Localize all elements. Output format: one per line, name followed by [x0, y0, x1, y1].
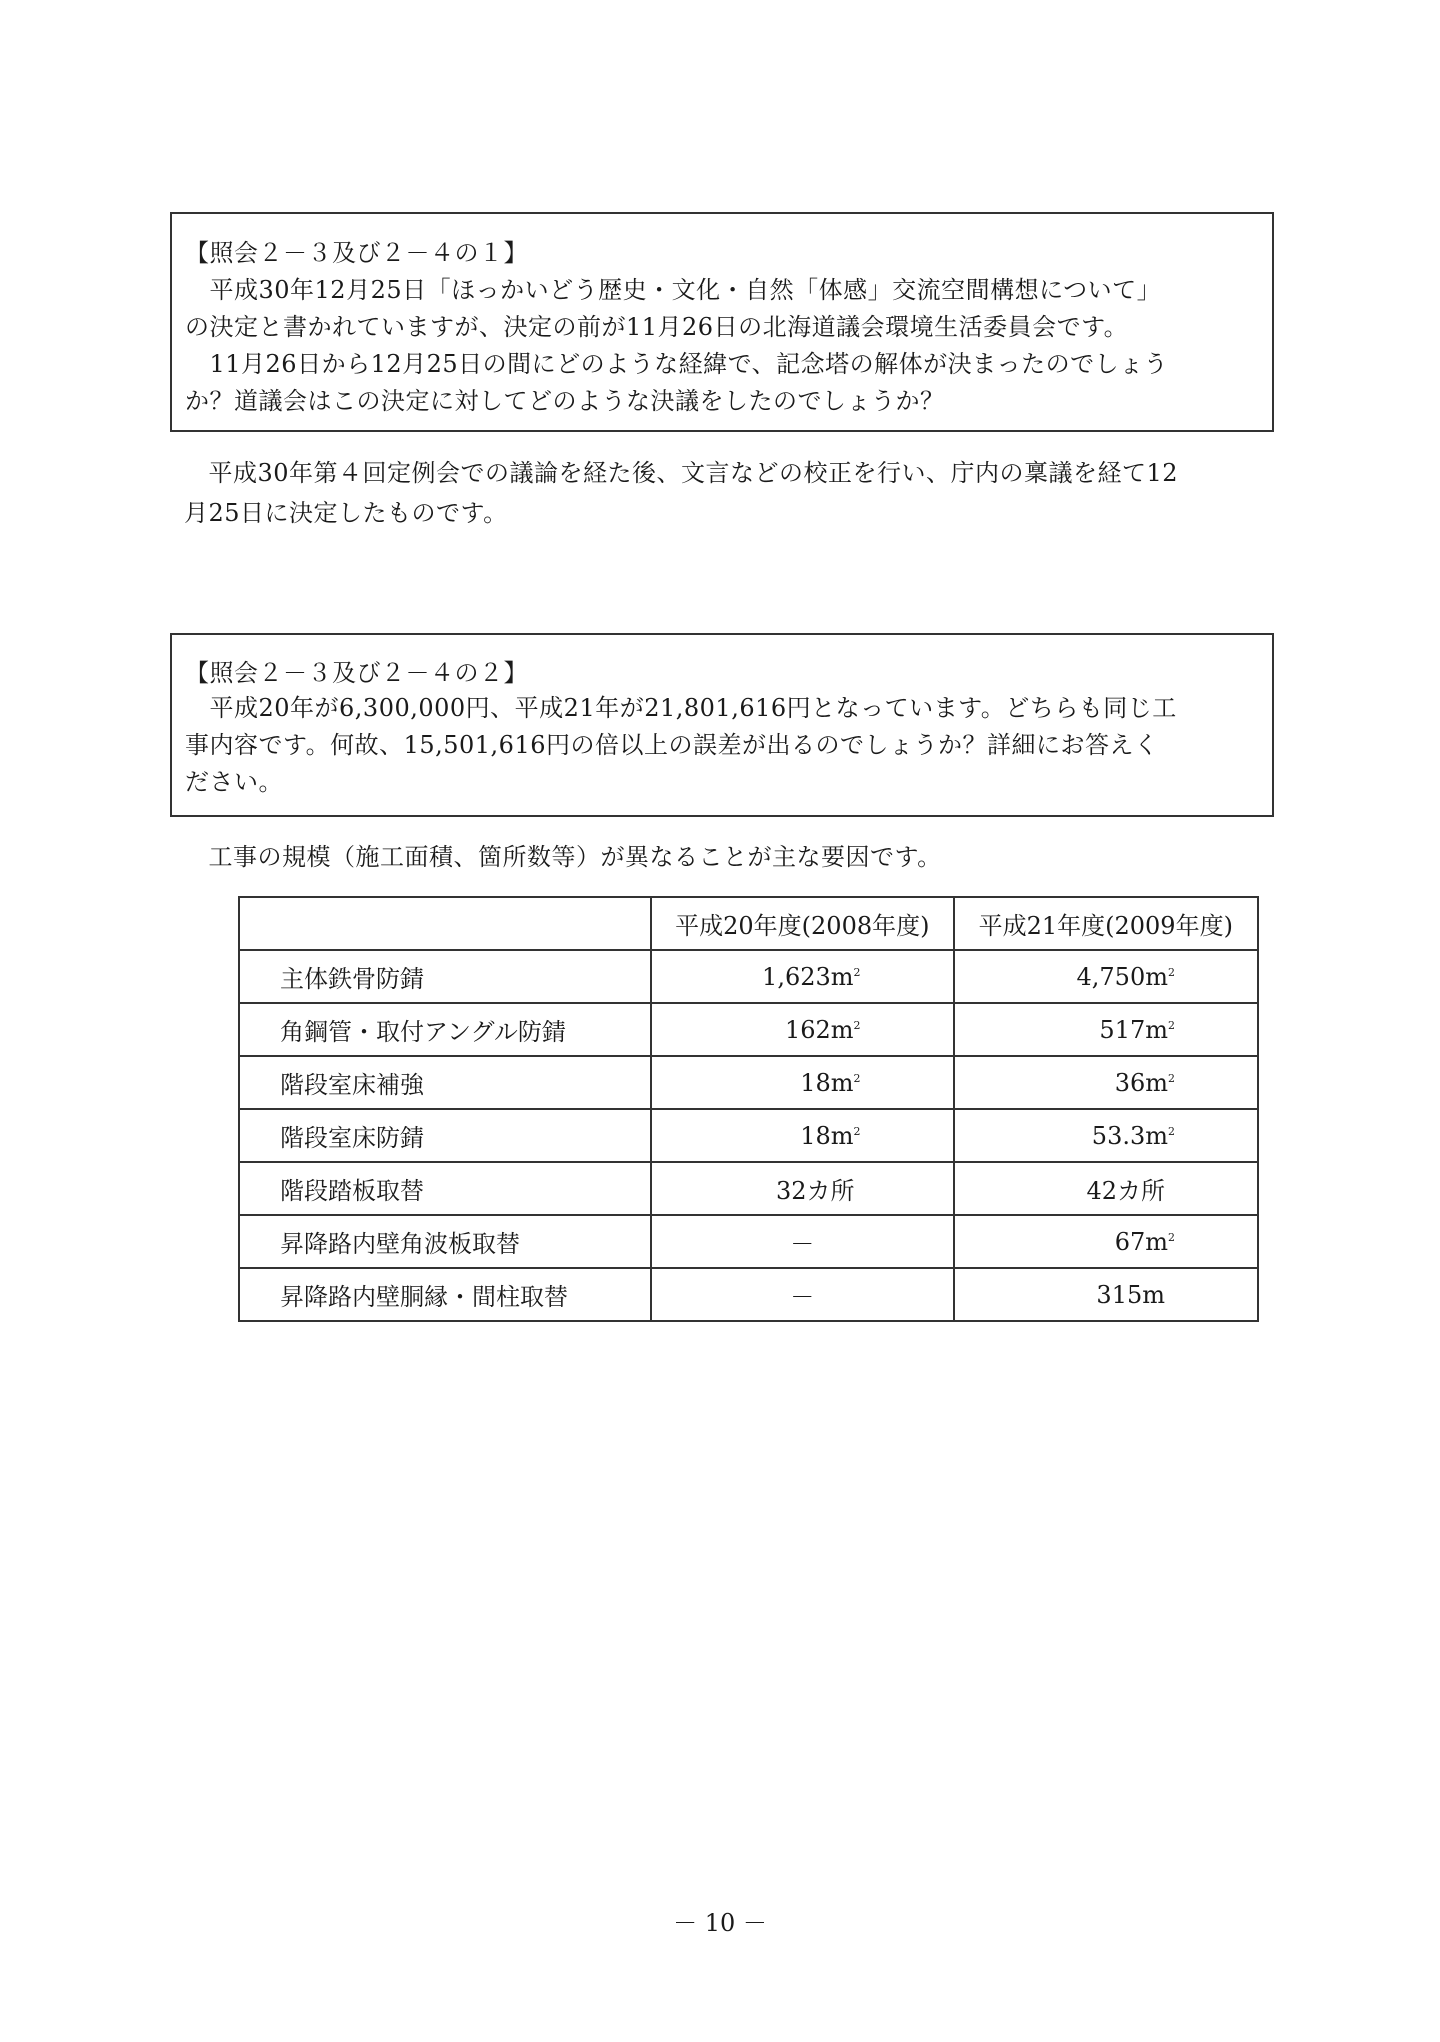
query-2-heading: 【照会２－３及び２－４の２】 — [185, 659, 528, 687]
construction-comparison-table — [238, 896, 1259, 1322]
cell-2009-unit-exponent: 2 — [1168, 1071, 1175, 1085]
query-1-line: の決定と書かれていますが、決定の前が11月26日の北海道議会環境生活委員会です。 — [185, 313, 1129, 341]
page-number: － 10 － — [673, 1909, 767, 1937]
cell-2008 — [651, 1056, 953, 1109]
cell-2008-value: 32カ所 — [775, 1177, 855, 1205]
cell-2008-unit-exponent: 2 — [853, 965, 861, 979]
cell-2008 — [651, 1003, 953, 1056]
query-1-line: 平成30年12月25日「ほっかいどう歴史・文化・自然「体感」交流空間構想について」 — [185, 276, 1162, 304]
cell-2009 — [954, 1109, 1258, 1162]
cell-2008-unit-exponent: 2 — [853, 1124, 861, 1138]
answer-1-line: 月25日に決定したものです。 — [184, 499, 508, 527]
query-2-line: 事内容です。何故、15,501,616円の倍以上の誤差が出るのでしょうか？詳細にお答えく — [185, 731, 1159, 759]
row-label — [239, 950, 651, 1003]
cell-2009 — [954, 1056, 1258, 1109]
header-2008: 平成20年度(2008年度) — [651, 897, 953, 950]
cell-2008-unit: m — [830, 1068, 854, 1097]
cell-2008-value: 1,623 — [762, 962, 831, 991]
cell-2009-unit: m — [1145, 1068, 1168, 1097]
cell-2009-unit: m — [1145, 1227, 1168, 1256]
table-row — [239, 1162, 1258, 1215]
cell-2008-value: 162 — [784, 1015, 831, 1044]
cell-2009-unit: m — [1142, 1280, 1165, 1309]
row-label-value: 階段室床補強 — [280, 1071, 424, 1099]
row-label — [239, 1162, 651, 1215]
row-label-value: 階段踏板取替 — [280, 1177, 424, 1205]
row-label — [239, 1056, 651, 1109]
cell-2009-value: 517 — [1099, 1015, 1146, 1044]
row-label-value: 昇降路内壁角波板取替 — [280, 1230, 520, 1258]
row-label — [239, 1109, 651, 1162]
cell-2009 — [954, 1003, 1258, 1056]
table-row — [239, 950, 1258, 1003]
cell-2008-value: － — [790, 1230, 815, 1258]
header-item — [239, 897, 651, 950]
cell-2008 — [651, 1215, 953, 1268]
cell-2009-unit-exponent: 2 — [1168, 1124, 1175, 1138]
cell-2009-unit: m — [1145, 1121, 1168, 1150]
cell-2009-unit-exponent: 2 — [1168, 965, 1175, 979]
cell-2008-unit: m — [830, 1121, 854, 1150]
cell-2008-value: 18 — [800, 1121, 831, 1150]
cell-2008 — [651, 1109, 953, 1162]
cell-2009-unit: m — [1145, 962, 1168, 991]
cell-2009-value: 4,750 — [1076, 962, 1146, 991]
row-label-value: 階段室床防錆 — [280, 1124, 424, 1152]
cell-2008-unit: m — [830, 1015, 854, 1044]
cell-2009-value: 36 — [1114, 1068, 1146, 1097]
cell-2009 — [954, 1268, 1258, 1321]
cell-2009-unit: m — [1145, 1015, 1168, 1044]
query-2-line: 平成20年が6,300,000円、平成21年が21,801,616円となっています。どちらも同じ工 — [185, 694, 1177, 722]
row-label-value: 角鋼管・取付アングル防錆 — [280, 1018, 566, 1046]
cell-2009-value: 53.3 — [1091, 1121, 1146, 1150]
cell-2009-unit-exponent: 2 — [1168, 1018, 1175, 1032]
cell-2008-value: 18 — [800, 1068, 831, 1097]
query-box-1 — [170, 212, 1274, 432]
row-label — [239, 1268, 651, 1321]
table-row — [239, 1109, 1258, 1162]
table-row — [239, 1215, 1258, 1268]
cell-2008-unit-exponent: 2 — [853, 1071, 861, 1085]
header-2009: 平成21年度(2009年度) — [954, 897, 1258, 950]
cell-2008 — [651, 1162, 953, 1215]
cell-2008-value: － — [790, 1283, 815, 1311]
cell-2009-value: 67 — [1114, 1227, 1146, 1256]
row-label — [239, 1003, 651, 1056]
query-1-line: か？道議会はこの決定に対してどのような決議をしたのでしょうか？ — [185, 387, 945, 415]
answer-1-line: 平成30年第４回定例会での議論を経た後、文言などの校正を行い、庁内の稟議を経て12 — [184, 459, 1179, 487]
cell-2008 — [651, 1268, 953, 1321]
query-2-line: ださい。 — [185, 768, 283, 796]
answer-2: 工事の規模（施工面積、箇所数等）が異なることが主な要因です。 — [184, 843, 942, 871]
query-1-line: 11月26日から12月25日の間にどのような経緯で、記念塔の解体が決まったのでしょう — [185, 350, 1169, 378]
cell-2009 — [954, 1162, 1258, 1215]
table-header-row — [239, 897, 1258, 950]
row-label-value: 主体鉄骨防錆 — [280, 965, 424, 993]
cell-2009-value: 315 — [1096, 1280, 1143, 1309]
row-label-value: 昇降路内壁胴縁・間柱取替 — [280, 1283, 568, 1311]
cell-2008 — [651, 950, 953, 1003]
table-row — [239, 1268, 1258, 1321]
cell-2009 — [954, 1215, 1258, 1268]
table-row — [239, 1003, 1258, 1056]
table-row — [239, 1056, 1258, 1109]
row-label — [239, 1215, 651, 1268]
cell-2009-value: 42カ所 — [1086, 1177, 1165, 1205]
cell-2008-unit: m — [830, 962, 854, 991]
cell-2009 — [954, 950, 1258, 1003]
cell-2009-unit-exponent: 2 — [1168, 1230, 1175, 1244]
query-1-heading: 【照会２－３及び２－４の１】 — [185, 239, 528, 267]
query-box-2 — [170, 633, 1274, 817]
cell-2008-unit-exponent: 2 — [853, 1018, 861, 1032]
